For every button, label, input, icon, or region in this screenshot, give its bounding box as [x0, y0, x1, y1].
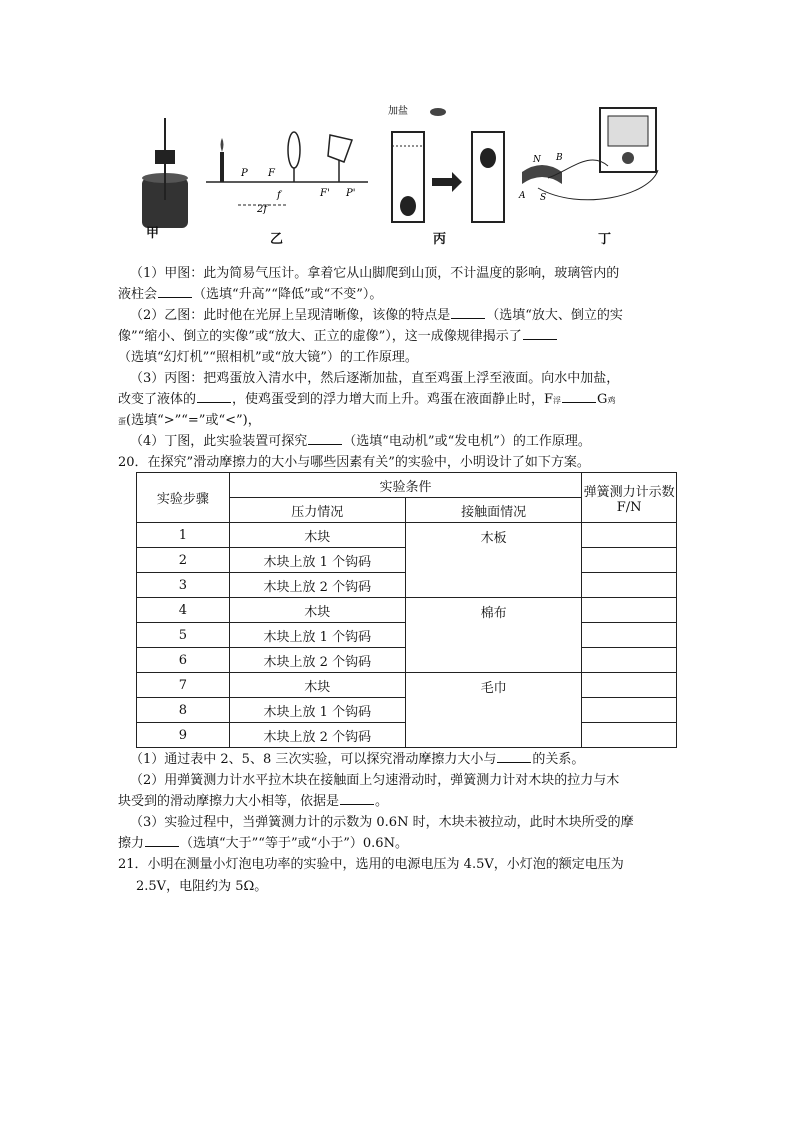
- answer-blank[interactable]: [523, 327, 557, 340]
- q19-part3-line2: 改变了液体的 ，使鸡蛋受到的浮力增大而上升。鸡蛋在液面静止时，F浮 G鸡: [118, 392, 616, 407]
- q20-part2-line1: （2）用弹簧测力计水平拉木块在接触面上匀速滑动时，弹簧测力计对木块的拉力与木: [130, 773, 620, 788]
- q20-intro: 20．在探究”滑动摩擦力的大小与哪些因素有关”的实验中，小明设计了如下方案。: [118, 455, 590, 470]
- mark-a: A: [519, 191, 526, 201]
- answer-blank[interactable]: [308, 432, 342, 445]
- mark-b: B: [556, 153, 563, 163]
- figure-label-bing: 丙: [433, 232, 447, 247]
- step-cell: 9: [137, 723, 230, 748]
- mark-n: N: [533, 155, 541, 165]
- q19-part3-line1: （3）丙图：把鸡蛋放入清水中，然后逐渐加盐，直至鸡蛋上浮至液面。向水中加盐，: [130, 371, 620, 386]
- mark-p: P: [241, 168, 248, 179]
- pressure-cell: 木块: [229, 523, 405, 548]
- pressure-cell: 木块上放 2 个钩码: [229, 573, 405, 598]
- experiment-figures: [130, 100, 690, 250]
- q19-part2-line1: （2）乙图：此时他在光屏上呈现清晰像，该像的特点是 （选填“放大、倒立的实: [130, 308, 623, 323]
- figure-bing-eggs: [388, 104, 504, 222]
- surface-cell: 毛巾: [405, 673, 581, 748]
- surface-cell: 木板: [405, 523, 581, 598]
- q20-part1: （1）通过表中 2、5、8 三次实验，可以探究滑动摩擦力大小与 的关系。: [130, 752, 585, 767]
- pressure-cell: 木块上放 1 个钩码: [229, 548, 405, 573]
- pressure-cell: 木块上放 1 个钩码: [229, 698, 405, 723]
- answer-blank[interactable]: [158, 285, 192, 298]
- q20-part2-line2: 块受到的滑动摩擦力大小相等，依据是 。: [118, 794, 389, 809]
- q21-line1: 21．小明在测量小灯泡电功率的实验中，选用的电源电压为 4.5V，小灯泡的额定电压为: [118, 857, 624, 872]
- answer-blank[interactable]: [497, 750, 531, 763]
- pressure-cell: 木块: [229, 598, 405, 623]
- figure-yi-optics: [206, 132, 368, 215]
- q21-line2: 2.5V，电阻约为 5Ω。: [136, 879, 268, 894]
- answer-blank[interactable]: [340, 792, 374, 805]
- answer-blank[interactable]: [197, 390, 231, 403]
- surface-cell: 棉布: [405, 598, 581, 673]
- table-row: [137, 598, 677, 623]
- mark-2f: 2f: [257, 204, 268, 215]
- step-cell: 3: [137, 573, 230, 598]
- step-cell: 8: [137, 698, 230, 723]
- table-row: [137, 523, 677, 548]
- q19-part2-line2: 像”“缩小、倒立的实像”或“放大、正立的虚像”），这一成像规律揭示了: [118, 326, 658, 347]
- table-row: [137, 673, 677, 698]
- force-cell[interactable]: [582, 548, 677, 573]
- force-cell[interactable]: [582, 523, 677, 548]
- force-cell[interactable]: [582, 623, 677, 648]
- mark-f-prime: F': [320, 188, 330, 199]
- answer-blank[interactable]: [145, 834, 179, 847]
- force-cell[interactable]: [582, 673, 677, 698]
- q20-part3-line2: 擦力 （选填“大于”“等于”或“小于”）0.6N。: [118, 836, 408, 851]
- step-cell: 5: [137, 623, 230, 648]
- q19-part1-line2: 液柱会 （选填“升高”“降低”或“不变”）。: [118, 287, 383, 302]
- q19-part2-line3: （选填“幻灯机”“照相机”或“放大镜”）的工作原理。: [118, 350, 418, 365]
- figure-label-jia: 甲: [146, 226, 160, 241]
- figure-jia-barometer: [142, 118, 188, 228]
- answer-blank[interactable]: [562, 390, 596, 403]
- force-cell[interactable]: [582, 598, 677, 623]
- step-cell: 1: [137, 523, 230, 548]
- step-cell: 4: [137, 598, 230, 623]
- step-cell: 2: [137, 548, 230, 573]
- step-cell: 6: [137, 648, 230, 673]
- pressure-cell: 木块上放 2 个钩码: [229, 648, 405, 673]
- header-pressure: 压力情况: [229, 498, 405, 523]
- q19-part1-line1: （1）甲图：此为简易气压计。拿着它从山脚爬到山顶，不计温度的影响，玻璃管内的: [130, 266, 620, 281]
- figure-label-yi: 乙: [270, 232, 284, 247]
- q19-part3-line3: 蛋(选填“>”“=”或“<”)，: [118, 413, 261, 428]
- q19-part4: （4）丁图，此实验装置可探究 （选填“电动机”或“发电机”）的工作原理。: [130, 434, 591, 449]
- step-cell: 7: [137, 673, 230, 698]
- figure-label-ding: 丁: [598, 232, 612, 247]
- force-cell[interactable]: [582, 648, 677, 673]
- mark-f-small: f: [277, 190, 281, 201]
- q20-part3-line1: （3）实验过程中，当弹簧测力计的示数为 0.6N 时，木块未被拉动，此时木块所受的摩: [130, 815, 634, 830]
- pressure-cell: 木块上放 2 个钩码: [229, 723, 405, 748]
- header-step: 实验步骤: [137, 473, 230, 523]
- header-surface: 接触面情况: [405, 498, 581, 523]
- mark-p-prime: P': [346, 188, 356, 199]
- header-force: 弹簧测力计示数 F/N: [582, 473, 677, 523]
- force-cell[interactable]: [582, 723, 677, 748]
- pressure-cell: 木块上放 1 个钩码: [229, 623, 405, 648]
- mark-f: F: [268, 168, 275, 179]
- force-cell[interactable]: [582, 698, 677, 723]
- header-conditions: 实验条件: [229, 473, 582, 498]
- pressure-cell: 木块: [229, 673, 405, 698]
- experiment-table: [136, 472, 677, 748]
- figure-ding-generator: [518, 108, 658, 203]
- mark-s: S: [540, 193, 547, 203]
- salt-label: 加盐: [388, 106, 408, 117]
- force-cell[interactable]: [582, 573, 677, 598]
- answer-blank[interactable]: [451, 306, 485, 319]
